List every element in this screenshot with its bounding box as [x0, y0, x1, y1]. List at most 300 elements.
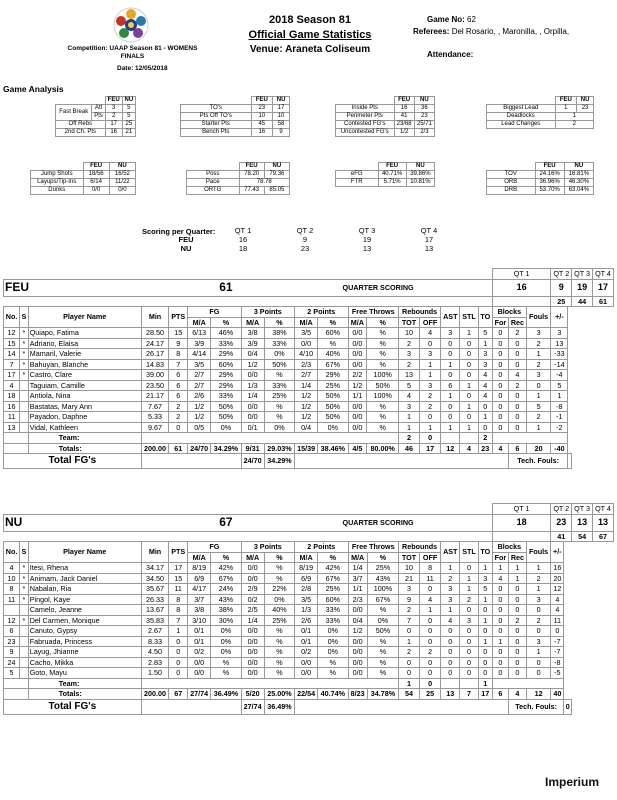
quarter-scoring-label: QUARTER SCORING: [264, 514, 492, 531]
stat-cell: 40%: [264, 605, 294, 616]
player-row: [4, 584, 614, 595]
stat-cell: 0: [441, 338, 460, 349]
stat-cell: 8: [169, 594, 188, 605]
stat-cell: [20, 668, 29, 679]
stat-cell: 25%: [318, 584, 348, 595]
stat-cell: 14: [4, 349, 20, 360]
stat-cell: 20: [526, 443, 551, 454]
stat-cell: 50%: [367, 380, 399, 391]
stat-cell: 1: [478, 412, 492, 423]
stat-cell: 3: [399, 349, 420, 360]
player-name: Layug, Jhianne: [28, 647, 141, 658]
stat-cell: 3/9: [241, 338, 264, 349]
stat-cell: 2: [420, 401, 441, 412]
stat-cell: 6/9: [188, 573, 211, 584]
box-score-feu: [3, 268, 614, 469]
stat-cell: 0: [478, 605, 492, 616]
team-head: FEU: [394, 97, 414, 105]
stat-cell: %: [264, 636, 294, 647]
row-label: Biggest Lead: [487, 105, 556, 113]
stat-cell: 3: [441, 594, 460, 605]
stat-cell: 34.29%: [211, 443, 241, 454]
stat-cell: *: [20, 359, 29, 370]
row-label: TOV: [487, 171, 536, 179]
stat-cell: 5: [399, 380, 420, 391]
stat-cell: 21.17: [141, 391, 169, 402]
cell: 79.36: [264, 171, 289, 179]
stat-cell: -8: [551, 401, 568, 412]
totals-row: [4, 443, 614, 454]
stat-cell: *: [20, 584, 29, 595]
team-head: NU: [122, 97, 135, 105]
stat-cell: 2/7: [295, 370, 318, 381]
team-head: NU: [406, 163, 434, 171]
player-name: Bastatas, Mary Ann: [28, 401, 141, 412]
stat-cell: 3/8: [188, 605, 211, 616]
stat-cell: 1: [441, 422, 460, 433]
stat-cell: 34.78%: [367, 689, 398, 700]
col-ast: AST: [441, 307, 460, 328]
game-no-value: 62: [467, 15, 476, 24]
quarter-cumulative: 61: [593, 296, 614, 307]
player-name: Vidal, Kathleen: [28, 422, 141, 433]
cell: 21: [122, 129, 135, 137]
stat-cell: 100%: [367, 391, 399, 402]
stat-cell: 0: [508, 605, 526, 616]
stat-cell: 11: [551, 615, 564, 626]
col-fouls: Fouls: [526, 307, 551, 328]
col-for: For: [492, 552, 508, 563]
stat-cell: 25: [420, 689, 441, 700]
quarter-cumulative: [492, 296, 550, 307]
stat-cell: 0: [478, 647, 492, 658]
stat-cell: 2: [508, 328, 526, 339]
stat-cell: 3: [441, 328, 460, 339]
stat-cell: 1: [460, 328, 478, 339]
col-ma: M/A: [295, 317, 318, 328]
stat-cell: 100%: [367, 584, 398, 595]
cell: 41: [394, 113, 414, 121]
stat-cell: 0%: [264, 594, 294, 605]
row-label: Off Rebs: [56, 121, 106, 129]
stat-cell: 2: [441, 573, 460, 584]
col-fg: FG: [188, 307, 241, 318]
stat-cell: %: [367, 668, 398, 679]
col-three: 3 Points: [241, 542, 294, 553]
totals-label: Totals:: [28, 443, 141, 454]
player-name: Del Carmen, Monique: [28, 615, 141, 626]
stat-cell: 0: [478, 401, 492, 412]
stat-cell: 27/74: [188, 689, 211, 700]
scoring-per-quarter-label: Scoring per Quarter:: [142, 227, 216, 236]
stat-cell: 0/0: [348, 657, 367, 668]
stat-cell: 25%: [264, 391, 294, 402]
quarter-label: QT 1: [492, 269, 550, 280]
stat-cell: %: [367, 636, 398, 647]
cell: 5: [122, 113, 135, 121]
stat-cell: 22/54: [295, 689, 318, 700]
stat-cell: [20, 401, 29, 412]
cell: 0/0: [109, 187, 135, 195]
cell: [295, 454, 509, 469]
stat-cell: 38%: [211, 605, 241, 616]
stat-cell: 3: [399, 401, 420, 412]
stat-cell: 35.83: [141, 615, 169, 626]
stat-cell: 0/0: [348, 668, 367, 679]
cell: 25: [122, 121, 135, 129]
stat-cell: 1: [478, 615, 492, 626]
stat-cell: 0: [420, 338, 441, 349]
stat-cell: 8/23: [348, 689, 367, 700]
cell: 39.86%: [406, 171, 434, 179]
stat-cell: 1: [508, 563, 526, 574]
stat-cell: %: [367, 328, 399, 339]
stat-cell: %: [264, 563, 294, 574]
stat-cell: 0: [460, 647, 478, 658]
cell: [4, 504, 493, 515]
col-plus-minus: +/-: [551, 307, 568, 328]
cell: 17: [105, 121, 122, 129]
stat-cell: 4: [492, 573, 508, 584]
cell: 46.30%: [564, 179, 593, 187]
stat-cell: 0/0: [241, 668, 264, 679]
stat-cell: [20, 647, 29, 658]
team-label: NU: [180, 244, 192, 253]
stat-cell: 0: [478, 422, 492, 433]
stat-cell: 0/0: [295, 668, 318, 679]
cell: 3: [105, 105, 122, 113]
stat-cell: 0%: [367, 615, 398, 626]
stat-cell: 0/0: [348, 605, 367, 616]
stat-cell: 0: [420, 636, 441, 647]
stat-cell: 0/4: [295, 422, 318, 433]
row-label: Perimeter Pts: [336, 113, 395, 121]
stat-cell: -8: [551, 657, 564, 668]
stat-cell: 2: [526, 615, 551, 626]
stat-cell: 4: [420, 594, 441, 605]
stat-cell: 7: [169, 615, 188, 626]
stat-cell: 46: [399, 443, 420, 454]
stat-cell: %: [367, 359, 399, 370]
cell: 2: [555, 121, 594, 129]
stat-cell: 43%: [211, 594, 241, 605]
stat-cell: 14.83: [141, 359, 169, 370]
stat-cell: 0/0: [348, 412, 367, 423]
stat-cell: 33%: [211, 391, 241, 402]
cell: [4, 689, 29, 700]
stat-cell: 6: [4, 626, 20, 637]
stat-cell: [20, 636, 29, 647]
stat-cell: 0: [492, 401, 508, 412]
stat-cell: 0: [508, 401, 526, 412]
cell: 6/14: [83, 179, 109, 187]
stat-cell: 0: [169, 657, 188, 668]
stat-cell: 67%: [318, 573, 348, 584]
stat-cell: 1: [460, 422, 478, 433]
stat-cell: [20, 412, 29, 423]
row-label: Fast Break: [56, 105, 92, 121]
stat-cell: 0: [460, 391, 478, 402]
cell: 36.96%: [535, 179, 564, 187]
col-ma: M/A: [188, 552, 211, 563]
stat-cell: 9: [4, 647, 20, 658]
team-head: NU: [564, 163, 593, 171]
stat-cell: 0: [492, 422, 508, 433]
stat-cell: 4: [460, 443, 478, 454]
player-row: [4, 422, 614, 433]
stat-cell: 13.67: [141, 605, 169, 616]
col-ma: M/A: [241, 317, 264, 328]
stat-cell: %: [264, 401, 294, 412]
stat-cell: %: [318, 338, 348, 349]
stat-cell: 1: [526, 391, 551, 402]
row-label: Lead Changes: [487, 121, 556, 129]
stat-cell: [20, 422, 29, 433]
player-name: Goto, Mayu: [28, 668, 141, 679]
stat-cell: 0: [441, 401, 460, 412]
stat-cell: 1: [478, 563, 492, 574]
cell: 23: [577, 105, 594, 113]
stat-cell: 2: [420, 391, 441, 402]
stat-cell: 1/1: [348, 391, 367, 402]
stat-cell: 6: [169, 370, 188, 381]
stat-cell: 34.17: [141, 563, 169, 574]
stat-cell: 9: [399, 594, 420, 605]
stat-cell: 6: [169, 391, 188, 402]
analysis-table-shot-types: [30, 162, 136, 195]
stat-cell: 1/2: [295, 401, 318, 412]
stat-cell: 0: [492, 615, 508, 626]
stat-cell: %: [211, 668, 241, 679]
stat-cell: 25%: [264, 615, 294, 626]
stat-cell: 0: [441, 668, 460, 679]
stat-cell: 67%: [318, 359, 348, 370]
stat-cell: 1: [441, 359, 460, 370]
stat-cell: 3: [478, 359, 492, 370]
stat-cell: 0/0: [348, 338, 367, 349]
stat-cell: 0: [508, 349, 526, 360]
stat-cell: 4/10: [295, 349, 318, 360]
stat-cell: 2/7: [188, 380, 211, 391]
cell: [4, 443, 29, 454]
stat-cell: 1: [420, 370, 441, 381]
stat-cell: 0/2: [295, 647, 318, 658]
stat-cell: 0: [420, 412, 441, 423]
stat-cell: %: [318, 657, 348, 668]
stat-cell: 0: [460, 626, 478, 637]
stat-cell: 1: [420, 605, 441, 616]
stat-cell: 0: [441, 349, 460, 360]
box-table: [3, 503, 614, 715]
cell: 24.16%: [535, 171, 564, 179]
team-score: 67: [188, 514, 265, 531]
col-min: Min: [141, 542, 169, 563]
stat-cell: 3/7: [348, 573, 367, 584]
stat-cell: 0: [399, 657, 420, 668]
cell: [4, 269, 493, 280]
stat-cell: 1: [460, 584, 478, 595]
quarter-label: QT 3: [572, 269, 593, 280]
stat-cell: 24: [4, 657, 20, 668]
team-head: NU: [577, 97, 594, 105]
stat-cell: 0: [441, 636, 460, 647]
stat-cell: 0: [420, 584, 441, 595]
stat-cell: 0%: [211, 647, 241, 658]
stat-cell: 6: [508, 443, 526, 454]
stat-cell: 12: [4, 328, 20, 339]
cell: 17: [273, 105, 290, 113]
col-player: Player Name: [28, 307, 141, 328]
stat-cell: 200.00: [141, 689, 169, 700]
stat-cell: %: [367, 657, 398, 668]
team-head: FEU: [535, 163, 564, 171]
row-label: Layups/Tip-Ins: [31, 179, 84, 187]
player-row: [4, 605, 614, 616]
stat-cell: 0: [460, 668, 478, 679]
stat-cell: 0: [460, 563, 478, 574]
cell: 25/71: [414, 121, 434, 129]
stat-cell: 3/5: [188, 359, 211, 370]
stat-cell: 0: [492, 668, 508, 679]
stat-cell: 1/2: [188, 401, 211, 412]
team-score: 61: [188, 279, 265, 296]
stat-cell: 0%: [264, 349, 294, 360]
stat-cell: 3: [526, 594, 551, 605]
tech-fouls-label: Tech. Fouls:: [508, 454, 567, 469]
player-row: [4, 359, 614, 370]
stat-cell: 0: [399, 626, 420, 637]
stat-cell: 15: [4, 338, 20, 349]
stat-cell: 0/5: [188, 422, 211, 433]
quarter-label: QT 4: [593, 504, 614, 515]
stat-cell: 1: [526, 647, 551, 658]
stat-cell: 1/2: [348, 626, 367, 637]
stat-cell: -7: [551, 636, 564, 647]
stat-cell: 0/1: [295, 636, 318, 647]
stat-cell: 3: [551, 328, 568, 339]
stat-cell: 4: [4, 380, 20, 391]
stat-cell: 1: [420, 422, 441, 433]
stat-cell: 0/0: [348, 636, 367, 647]
brand-logo: [545, 773, 599, 791]
stat-cell: 0/0: [295, 657, 318, 668]
col-pct: %: [367, 552, 398, 563]
stat-cell: 13: [551, 338, 568, 349]
quarter-score: 18: [238, 244, 248, 253]
col-stl: STL: [460, 307, 478, 328]
row-label: ORTG: [187, 187, 240, 195]
stat-cell: 16: [4, 401, 20, 412]
stat-cell: 0: [420, 433, 441, 444]
stat-cell: 33%: [318, 605, 348, 616]
stat-cell: 3: [441, 584, 460, 595]
player-name: Pingol, Kaye: [28, 594, 141, 605]
stat-cell: 0: [460, 349, 478, 360]
stat-cell: 0: [526, 605, 551, 616]
stat-cell: 0: [492, 584, 508, 595]
tech-fouls-value: 0: [564, 699, 572, 714]
stat-cell: 20: [551, 573, 564, 584]
game-analysis-title: Game Analysis: [3, 84, 64, 94]
stat-cell: 0: [508, 338, 526, 349]
stat-cell: 0: [508, 657, 526, 668]
stat-cell: 80.00%: [367, 443, 399, 454]
stat-cell: 0: [420, 668, 441, 679]
stat-cell: 0/0: [348, 422, 367, 433]
stat-cell: 3: [478, 573, 492, 584]
quarter-label: QT 2: [551, 504, 572, 515]
stat-cell: %: [367, 422, 399, 433]
stat-cell: 0%: [264, 422, 294, 433]
stat-cell: 2: [399, 605, 420, 616]
stat-cell: 1/2: [295, 412, 318, 423]
player-row: [4, 647, 614, 658]
stat-cell: 0: [508, 584, 526, 595]
stat-cell: 2/8: [295, 584, 318, 595]
cell: 10: [251, 113, 273, 121]
col-pct: %: [211, 552, 241, 563]
stat-cell: 0: [460, 636, 478, 647]
col-no: No.: [4, 542, 20, 563]
stat-cell: 8/19: [295, 563, 318, 574]
stat-cell: 26.17: [141, 349, 169, 360]
stat-cell: %: [264, 573, 294, 584]
stat-cell: %: [367, 401, 399, 412]
stat-cell: 1: [478, 594, 492, 605]
cell: 16/52: [109, 171, 135, 179]
col-two: 2 Points: [295, 307, 348, 318]
stat-cell: 24%: [211, 584, 241, 595]
stat-cell: [4, 605, 20, 616]
stat-cell: 11: [169, 584, 188, 595]
referees-value: Del Rosario, , Maronilla, , Orpilla,: [451, 27, 570, 36]
player-row: [4, 401, 614, 412]
stat-cell: [20, 391, 29, 402]
stat-cell: 0%: [318, 636, 348, 647]
col-ast: AST: [441, 542, 460, 563]
player-row: [4, 573, 614, 584]
stat-cell: 0/0: [295, 338, 318, 349]
stat-cell: 2: [169, 412, 188, 423]
stat-cell: 1/2: [295, 391, 318, 402]
stat-cell: 23: [478, 443, 492, 454]
quarter-score: 13: [593, 514, 614, 531]
stat-cell: 0: [492, 605, 508, 616]
player-name: Canuto, Gypsy: [28, 626, 141, 637]
stat-cell: 0: [492, 647, 508, 658]
col-tot: TOT: [399, 317, 420, 328]
col-ma: M/A: [188, 317, 211, 328]
stat-cell: 9: [169, 338, 188, 349]
stat-cell: 1: [508, 573, 526, 584]
stat-cell: 0: [399, 668, 420, 679]
stat-cell: 6: [169, 380, 188, 391]
stat-cell: 40%: [318, 349, 348, 360]
cell: 77.43: [239, 187, 264, 195]
stat-cell: %: [264, 647, 294, 658]
row-label: DRB: [487, 187, 536, 195]
stat-cell: 1: [399, 636, 420, 647]
stat-cell: 0: [492, 380, 508, 391]
stat-cell: 3: [420, 349, 441, 360]
cell: 11/22: [109, 179, 135, 187]
player-row: [4, 615, 614, 626]
stat-cell: 22%: [264, 584, 294, 595]
quarter-head: QT 1: [234, 226, 252, 235]
stat-cell: 2: [460, 594, 478, 605]
col-pct: %: [367, 317, 399, 328]
stat-cell: 50%: [264, 359, 294, 370]
